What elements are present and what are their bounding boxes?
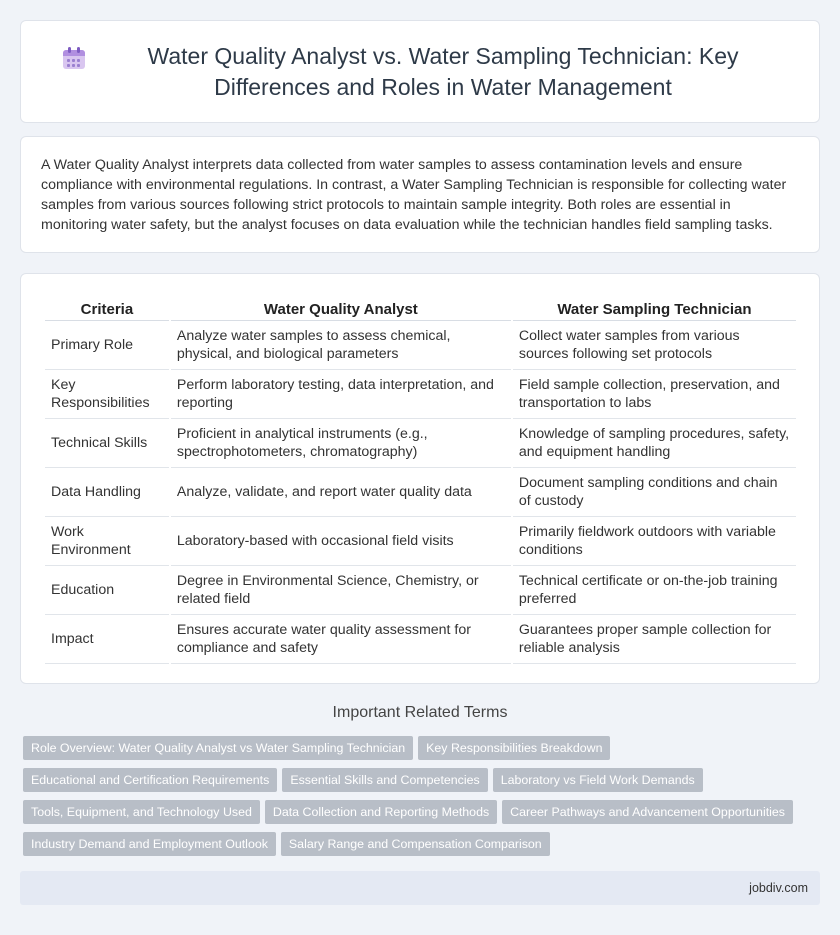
related-term-tag[interactable]: Industry Demand and Employment Outlook [23,832,276,856]
related-term-tag[interactable]: Educational and Certification Requirements [23,768,277,792]
related-term-tag[interactable]: Career Pathways and Advancement Opportunities [502,800,793,824]
related-term-tag[interactable]: Key Responsibilities Breakdown [418,736,610,760]
calendar-icon [61,45,87,71]
row-criteria-cell: Education [45,566,169,615]
analyst-cell: Degree in Environmental Science, Chemistry, or related field [171,566,511,615]
related-term-tag[interactable]: Laboratory vs Field Work Demands [493,768,703,792]
title-wrap [21,41,819,103]
analyst-cell: Ensures accurate water quality assessment for compliance and safety [171,615,511,664]
analyst-cell: Perform laboratory testing, data interpretation, and reporting [171,370,511,419]
intro-paragraph: A Water Quality Analyst interprets data collected from water samples to assess contamination levels and ensure compliance with environmental regulations. In contrast, a Water Sampling Technician is responsible for collecting water samples from various sources following strict protocols to maintain sample integrity. Both roles are essential in monitoring water safety, but the analyst focuses on data evaluation while the technician handles field sampling tasks. [41,157,787,233]
related-term-tag[interactable]: Salary Range and Compensation Comparison [281,832,550,856]
related-term-tag[interactable]: Data Collection and Reporting Methods [265,800,497,824]
technician-cell: Document sampling conditions and chain of custody [513,468,796,517]
technician-cell: Knowledge of sampling procedures, safety, and equipment handling [513,419,796,468]
table-row [45,370,796,419]
related-term-tag[interactable]: Role Overview: Water Quality Analyst vs Water Sampling Technician [23,736,413,760]
column-header-technician: Water Sampling Technician [513,296,796,321]
table-row [45,517,796,566]
related-terms-tags [23,736,823,864]
footer-site-link[interactable]: jobdiv.com [749,881,808,895]
technician-cell: Field sample collection, preservation, and transportation to labs [513,370,796,419]
row-criteria-cell: Data Handling [45,468,169,517]
technician-cell: Collect water samples from various sources following set protocols [513,321,796,370]
related-term-tag[interactable]: Tools, Equipment, and Technology Used [23,800,260,824]
table-header-row [45,296,796,321]
page-title: Water Quality Analyst vs. Water Sampling Technician: Key Differences and Roles in Water Management [147,42,739,100]
row-criteria-cell: Primary Role [45,321,169,370]
comparison-table-card [20,273,820,684]
table-row [45,419,796,468]
column-header-analyst: Water Quality Analyst [171,296,511,321]
table-row [45,615,796,664]
row-criteria-cell: Key Responsibilities [45,370,169,419]
analyst-cell: Proficient in analytical instruments (e.g., spectrophotometers, chromatography) [171,419,511,468]
analyst-cell: Analyze, validate, and report water quality data [171,468,511,517]
intro-card [20,136,820,253]
related-terms-heading: Important Related Terms [332,704,508,721]
table-row [45,566,796,615]
technician-cell: Technical certificate or on-the-job training preferred [513,566,796,615]
column-header-criteria: Criteria [45,296,169,321]
analyst-cell: Laboratory-based with occasional field visits [171,517,511,566]
row-criteria-cell: Impact [45,615,169,664]
header-card [20,20,820,123]
row-criteria-cell: Technical Skills [45,419,169,468]
technician-cell: Primarily fieldwork outdoors with variable conditions [513,517,796,566]
footer-bar [20,871,820,905]
row-criteria-cell: Work Environment [45,517,169,566]
comparison-table [43,296,798,664]
related-term-tag[interactable]: Essential Skills and Competencies [282,768,487,792]
analyst-cell: Analyze water samples to assess chemical, physical, and biological parameters [171,321,511,370]
technician-cell: Guarantees proper sample collection for reliable analysis [513,615,796,664]
table-row [45,321,796,370]
table-row [45,468,796,517]
